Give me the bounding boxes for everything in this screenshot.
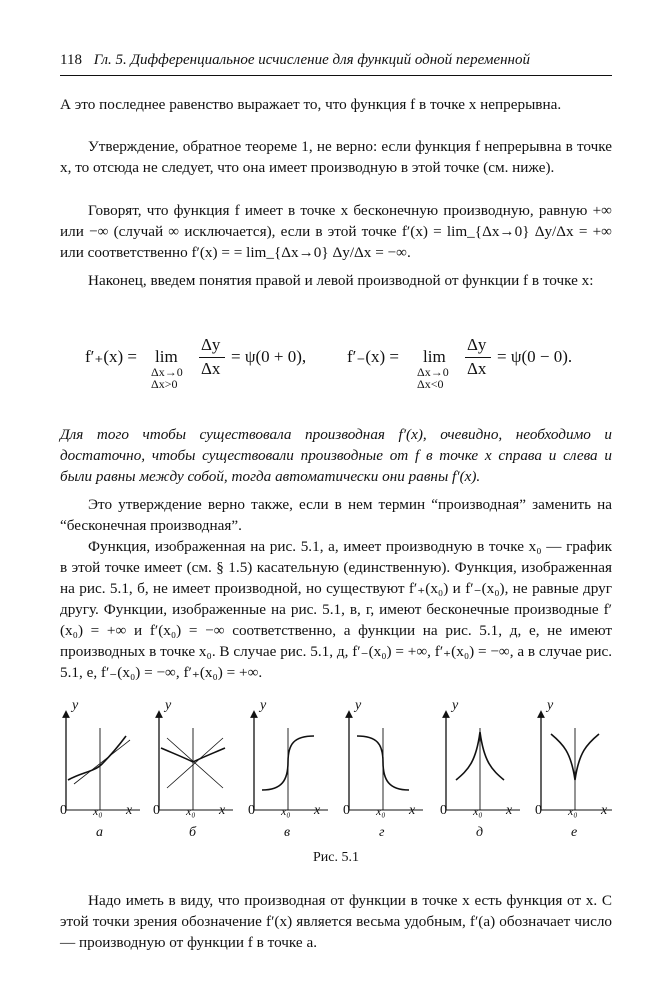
panel-1-x-label: x [219,803,226,818]
panel-4-x0-label: x₀ [473,804,483,818]
page-number: 118 [60,52,82,68]
figure-5-1 [60,700,612,870]
panel-4-letter: д [476,825,484,840]
formula-left-num: Δy [201,335,221,354]
formula-right-lhs: f′₋(x) = [347,347,400,366]
panel-2-x-label: x [314,803,321,818]
panel-1-letter: б [189,825,197,840]
panel-0-x-label: x [126,803,133,818]
running-header [60,52,612,69]
paragraph-5-theorem: Для того чтобы существовала производная f′(x), очевидно, необходимо и достаточно, чтобы существовали производные от f в точке x справа и слева и были равны между собой, тогда автоматически они равны f′(x). [60,426,612,485]
panel-5-origin-label: 0 [535,803,542,818]
panel-5-x0-label: x₀ [568,804,578,818]
formula-left-lim: lim [155,347,178,366]
formula-right-lim: lim [423,347,446,366]
paragraph-4: Наконец, введем понятия правой и левой производной от функции f в точке x: [88,272,594,289]
paragraph-2: Утверждение, обратное теореме 1, не верно: если функция f непрерывна в точке x, то отсюда не следует, что она имеет производную в этой точке (см. ниже). [60,138,612,176]
formula-left-den: Δx [201,359,221,378]
paragraph-3: Говорят, что функция f имеет в точке x бесконечную производную, равную +∞ или −∞ (случай ∞ исключается), если в этой точке f′(x) = lim_{Δx→0} Δy/Δx = +∞ или соответственно f′(x) = = lim_{Δx→0} Δy/Δx = −∞. [60,202,612,261]
formula-left-limsub1: Δx→0 [151,365,183,379]
panel-3-letter: г [379,825,385,840]
panel-1-y-label: y [165,698,172,713]
running-title: Гл. 5. Дифференциальное исчисление для функций одной переменной [93,52,530,68]
panel-d [446,714,520,810]
panel-5-y-label: y [547,698,554,713]
panel-1-x0-label: x₀ [186,804,196,818]
formula-right-fracbar [465,357,491,358]
paragraph-6: Это утверждение верно также, если в нем термин “производная” заменить на “бесконечная производная”. [60,496,612,534]
formula-left-lhs: f′₊(x) = [85,347,138,366]
panel-g [349,714,423,810]
panel-2-y-label: y [260,698,267,713]
panel-a-curve [68,736,126,780]
panel-4-x-label: x [506,803,513,818]
panel-5-x-label: x [601,803,608,818]
panel-0-letter: а [96,825,103,840]
panel-2-letter: в [284,825,291,840]
figure-caption: Рис. 5.1 [313,850,359,865]
panel-3-origin-label: 0 [343,803,350,818]
paragraph-1: А это последнее равенство выражает то, что функция f в точке x непрерывна. [60,96,562,113]
panel-v [254,714,328,810]
panel-1-origin-label: 0 [153,803,160,818]
panel-a-tangent [74,740,130,784]
panel-3-x0-label: x₀ [376,804,386,818]
paragraph-8: Надо иметь в виду, что производная от функции в точке x есть функция от x. С этой точки зрения обозначение f′(x) является весьма удобным, f′(a) обозначает число — производную от функции f в точке a. [60,892,612,951]
panel-0-origin-label: 0 [60,803,67,818]
one-sided-derivatives-formula [85,335,612,395]
formula-right-den: Δx [467,359,487,378]
panel-4-y-label: y [452,698,459,713]
formula-left-limsub2: Δx>0 [151,377,178,391]
formula-right-num: Δy [467,335,487,354]
panel-b [159,714,233,810]
header-rule [60,75,612,76]
panel-4-origin-label: 0 [440,803,447,818]
panel-3-y-label: y [355,698,362,713]
panel-2-x0-label: x₀ [281,804,291,818]
formula-right-limsub2: Δx<0 [417,377,444,391]
panel-a [66,714,140,810]
panel-0-y-label: y [72,698,79,713]
panel-0-x0-label: x₀ [93,804,103,818]
formula-right-rhs: = ψ(0 − 0). [497,347,573,366]
formula-left-fracbar [199,357,225,358]
panel-5-letter: е [571,825,578,840]
panel-3-x-label: x [409,803,416,818]
panel-2-origin-label: 0 [248,803,255,818]
paragraph-7: Функция, изображенная на рис. 5.1, а, имеет производную в точке x₀ — график в этой точке имеет (см. § 1.5) касательную (единственную). Функция, изображенная на рис. 5.1, б, не имеет производной, но существуют f′₊(x₀) и f′₋(x₀), не равные друг другу. Функции, изображенные на рис. 5.1, в, г, имеют бесконечные производные f′(x₀) = +∞ и f′(x₀) = −∞ соответственно, а функции на рис. 5.1, д, е, не имеют производных в точке x₀. В случае рис. 5.1, д, f′₋(x₀) = +∞, f′₊(x₀) = −∞, а в случае рис. 5.1, е, f′₋(x₀) = −∞, f′₊(x₀) = +∞. [60,538,612,681]
formula-left-rhs: = ψ(0 + 0), [231,347,307,366]
formula-right-limsub1: Δx→0 [417,365,449,379]
panel-e [541,714,612,810]
